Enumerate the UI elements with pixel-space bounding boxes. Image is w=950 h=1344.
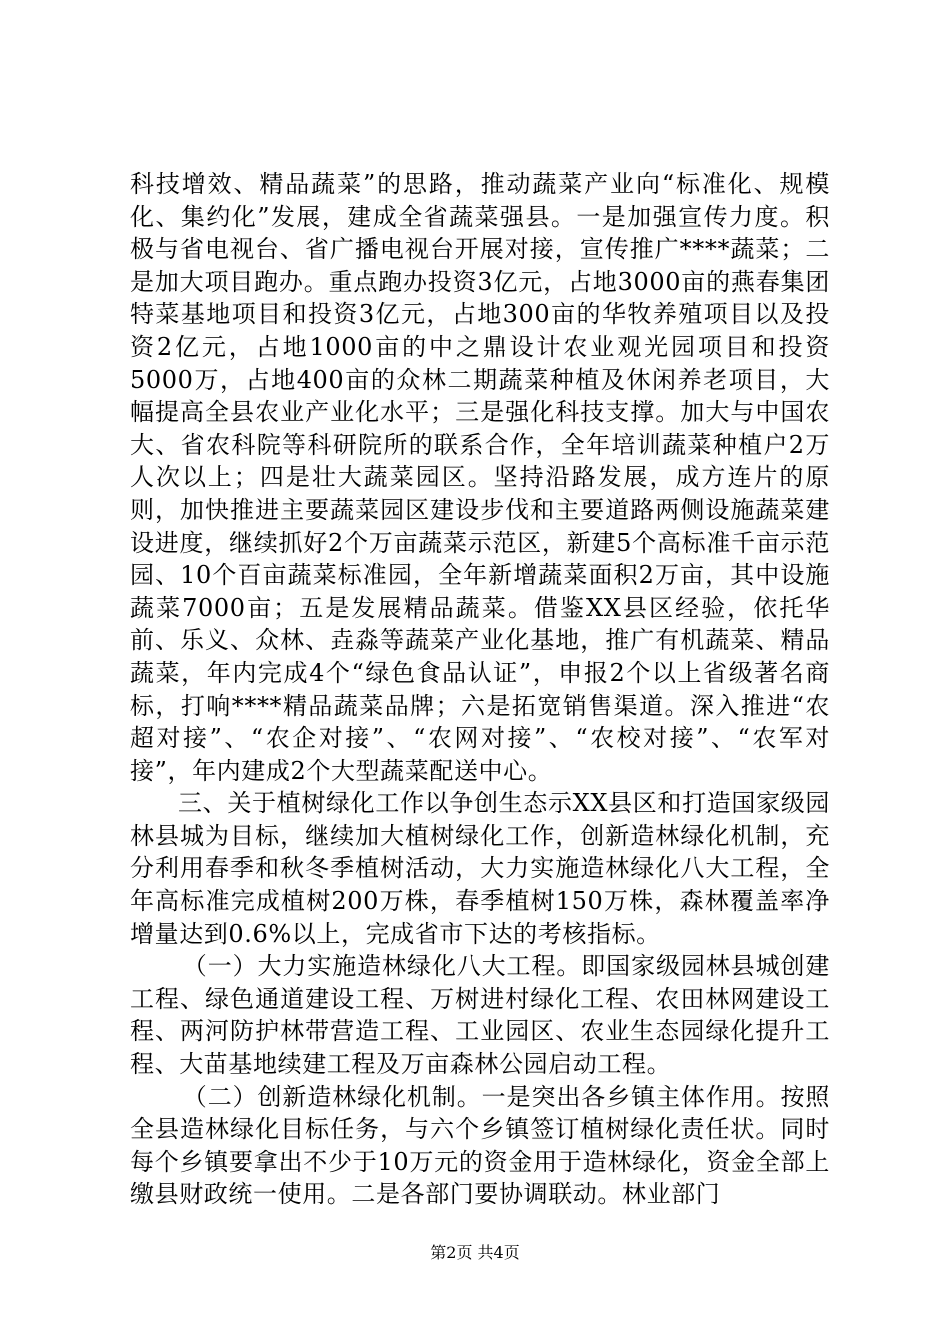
paragraph-vegetable-industry: 科技增效、精品蔬菜”的思路，推动蔬菜产业向“标准化、规模化、集约化”发展，建成全省蔬菜强县。一是加强宣传力度。积极与省电视台、省广播电视台开展对接，宣传推广****蔬菜；二是加大项目跑办。重点跑办投资3亿元，占地3000亩的燕春集团特菜基地项目和投资3亿元，占地300亩的华牧养殖项目以及投资2亿元，占地1000亩的中之鼎设计农业观光园项目和投资5000万，占地400亩的众林二期蔬菜种植及休闲养老项目，大幅提高全县农业产业化水平；三是强化科技支撑。加大与中国农大、省农科院等科研院所的联系合作，全年培训蔬菜种植户2万人次以上；四是壮大蔬菜园区。坚持沿路发展，成方连片的原则，加快推进主要蔬菜园区建设步伐和主要道路两侧设施蔬菜建设进度，继续抓好2个万亩蔬菜示范区，新建5个高标准千亩示范园、10个百亩蔬菜标准园，全年新增蔬菜面积2万亩，其中设施蔬菜7000亩；五是发展精品蔬菜。借鉴XX县区经验，依托华前、乐义、众林、垚淼等蔬菜产业化基地，推广有机蔬菜、精品蔬菜，年内完成4个“绿色食品认证”，申报2个以上省级著名商标，打响****精品蔬菜品牌；六是拓宽销售渠道。深入推进“农超对接”、“农企对接”、“农网对接”、“农校对接”、“农军对接”，年内建成2个大型蔬菜配送中心。 xyxy=(130,170,830,785)
paragraph-tree-planting-section: 三、关于植树绿化工作以争创生态示XX县区和打造国家级园林县城为目标，继续加大植树绿化工作，创新造林绿化机制，充分利用春季和秋冬季植树活动，大力实施造林绿化八大工程，全年高标准完成植树200万株，春季植树150万株，森林覆盖率净增量达到0.6%以上，完成省市下达的考核指标。 xyxy=(130,789,830,948)
paragraph-greening-mechanism: （二）创新造林绿化机制。一是突出各乡镇主体作用。按照全县造林绿化目标任务，与六个乡镇签订植树绿化责任状。同时每个乡镇要拿出不少于10万元的资金用于造林绿化，资金全部上缴县财政统一使用。二是各部门要协调联动。林业部门 xyxy=(130,1082,830,1209)
document-body xyxy=(130,168,830,1211)
page-number-footer: 第2页 共4页 xyxy=(430,1243,520,1262)
paragraph-eight-projects: （一）大力实施造林绿化八大工程。即国家级园林县城创建工程、绿色通道建设工程、万树进村绿化工程、农田林网建设工程、两河防护林带营造工程、工业园区、农业生态园绿化提升工程、大苗基地续建工程及万亩森林公园启动工程。 xyxy=(130,952,830,1079)
